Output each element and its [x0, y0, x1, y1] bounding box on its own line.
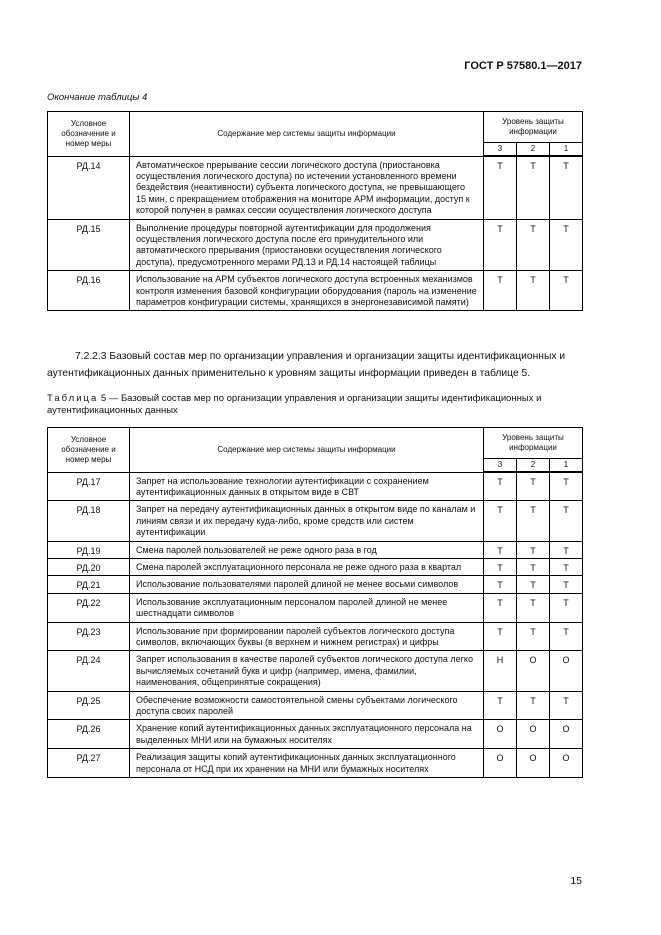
measure-code: РД.14: [48, 156, 130, 219]
level-3-value: Т: [483, 558, 516, 575]
level-3-value: Т: [483, 219, 516, 271]
table-row: [48, 156, 583, 219]
table5-title-text: 5 — Базовый состав мер по организации управления и организации защиты идентификационных и аутентификационных данных: [47, 393, 542, 416]
measure-text: Реализация защиты копий аутентификационных данных эксплуатационного персонала от НСД при их хранении на МНИ или бумажных носителях: [130, 749, 484, 778]
level-3-value: О: [483, 720, 516, 749]
level-2-value: Т: [516, 558, 549, 575]
level-3-value: Т: [483, 576, 516, 593]
table-5-body: [48, 472, 583, 778]
section-paragraph: 7.2.2.3 Базовый состав мер по организации управления и организации защиты идентификационных и аутентификационных данных применительно к уровням защиты информации приведен в таблице 5.: [47, 351, 566, 379]
measure-code: РД.19: [48, 541, 130, 558]
table5-title-label: Таблица: [47, 393, 99, 404]
level-2-value: О: [516, 749, 549, 778]
measure-text: Смена паролей эксплуатационного персонала не реже одного раза в квартал: [130, 558, 484, 575]
level-2-value: Т: [516, 472, 549, 501]
table-row: [48, 219, 583, 271]
level-2-value: Т: [516, 622, 549, 651]
col-header-level-1: 1: [549, 143, 582, 157]
measure-code: РД.15: [48, 219, 130, 271]
col-header-level-3: 3: [483, 459, 516, 473]
level-3-value: Т: [483, 156, 516, 219]
measure-text: Обеспечение возможности самостоятельной смены субъектами логического доступа своих паролей: [130, 691, 484, 720]
level-2-value: Т: [516, 541, 549, 558]
measure-code: РД.18: [48, 501, 130, 541]
col-header-level: Уровень защиты информации: [483, 112, 582, 143]
measure-text: Смена паролей пользователей не реже одного раза в год: [130, 541, 484, 558]
level-1-value: О: [549, 720, 582, 749]
level-1-value: О: [549, 749, 582, 778]
level-3-value: Т: [483, 593, 516, 622]
col-header-level-3: 3: [483, 143, 516, 157]
level-1-value: Т: [549, 501, 582, 541]
level-3-value: Н: [483, 651, 516, 691]
level-2-value: Т: [516, 501, 549, 541]
level-2-value: Т: [516, 593, 549, 622]
measure-text: Автоматическое прерывание сессии логического доступа (приостановка осуществления логического доступа) по истечении установленного времени бездействия (неактивности) субъекта логического доступа, не превышающего 15 мин, с прекращением отображения на мониторе АРМ информации, доступ к которой получен в рамках сессии осуществления логического доступа: [130, 156, 484, 219]
page-number: 15: [570, 875, 582, 887]
measure-text: Хранение копий аутентификационных данных эксплуатационного персонала на выделенных МНИ или на бумажных носителях: [130, 720, 484, 749]
table-row: [48, 501, 583, 541]
level-1-value: О: [549, 651, 582, 691]
measure-code: РД.17: [48, 472, 130, 501]
standard-id: ГОСТ Р 57580.1—2017: [464, 60, 582, 72]
table5-title: [47, 393, 583, 417]
level-3-value: Т: [483, 541, 516, 558]
col-header-content: Содержание мер системы защиты информации: [130, 428, 484, 473]
table-row: [48, 651, 583, 691]
level-2-value: О: [516, 720, 549, 749]
measure-text: Использование эксплуатационным персоналом паролей длиной не менее шестнадцати символов: [130, 593, 484, 622]
level-1-value: Т: [549, 472, 582, 501]
table-row: [48, 691, 583, 720]
measure-code: РД.16: [48, 271, 130, 311]
table-row: [48, 541, 583, 558]
col-header-level: Уровень защиты информации: [483, 428, 582, 459]
level-1-value: Т: [549, 622, 582, 651]
level-3-value: Т: [483, 622, 516, 651]
col-header-code: Условное обозначение и номер меры: [48, 428, 130, 473]
level-1-value: Т: [549, 271, 582, 311]
table-4-body: [48, 156, 583, 311]
measure-code: РД.21: [48, 576, 130, 593]
table-row: [48, 749, 583, 778]
table-row: [48, 622, 583, 651]
measure-text: Запрет использования в качестве паролей субъектов логического доступа легко вычисляемых сочетаний букв и цифр (например, имена, фамилии, наименования, общепринятые сокращения): [130, 651, 484, 691]
level-3-value: Т: [483, 501, 516, 541]
level-2-value: Т: [516, 156, 549, 219]
level-2-value: О: [516, 651, 549, 691]
table-row: [48, 558, 583, 575]
measure-code: РД.24: [48, 651, 130, 691]
table-4: [47, 111, 583, 311]
level-2-value: Т: [516, 691, 549, 720]
measure-text: Выполнение процедуры повторной аутентификации для продолжения осуществления логического доступа после его принудительного или автоматического прерывания (приостановки осуществления логического доступа), предусмотренного мерами РД.13 и РД.14 настоящей таблицы: [130, 219, 484, 271]
measure-code: РД.25: [48, 691, 130, 720]
table-5: [47, 427, 583, 778]
col-header-level-1: 1: [549, 459, 582, 473]
level-1-value: Т: [549, 219, 582, 271]
level-1-value: Т: [549, 593, 582, 622]
measure-code: РД.23: [48, 622, 130, 651]
table-row: [48, 472, 583, 501]
level-3-value: Т: [483, 472, 516, 501]
level-2-value: Т: [516, 576, 549, 593]
col-header-level-2: 2: [516, 143, 549, 157]
measure-text: Использование на АРМ субъектов логического доступа встроенных механизмов контроля изменения базовой конфигурации оборудования (пароль на изменение параметров конфигурации системы, хранящихся в энергонезависимой памяти): [130, 271, 484, 311]
level-3-value: Т: [483, 271, 516, 311]
measure-code: РД.22: [48, 593, 130, 622]
col-header-code: Условное обозначение и номер меры: [48, 112, 130, 157]
col-header-level-2: 2: [516, 459, 549, 473]
measure-text: Запрет на передачу аутентификационных данных в открытом виде по каналам и линиям связи и их передачу куда-либо, кроме средств или систем аутентификации: [130, 501, 484, 541]
measure-code: РД.27: [48, 749, 130, 778]
table-row: [48, 720, 583, 749]
level-3-value: Т: [483, 691, 516, 720]
level-1-value: Т: [549, 156, 582, 219]
col-header-content: Содержание мер системы защиты информации: [130, 112, 484, 157]
table-row: [48, 593, 583, 622]
table4-caption: Окончание таблицы 4: [47, 92, 148, 103]
level-2-value: Т: [516, 219, 549, 271]
measure-code: РД.20: [48, 558, 130, 575]
level-1-value: Т: [549, 576, 582, 593]
level-1-value: Т: [549, 541, 582, 558]
level-1-value: Т: [549, 558, 582, 575]
measure-text: Использование пользователями паролей длиной не менее восьми символов: [130, 576, 484, 593]
level-2-value: Т: [516, 271, 549, 311]
level-1-value: Т: [549, 691, 582, 720]
table-row: [48, 271, 583, 311]
measure-text: Запрет на использование технологии аутентификации с сохранением аутентификационных данных в открытом виде в СВТ: [130, 472, 484, 501]
table-row: [48, 576, 583, 593]
level-3-value: О: [483, 749, 516, 778]
measure-code: РД.26: [48, 720, 130, 749]
measure-text: Использование при формировании паролей субъектов логического доступа символов, включающих буквы (в верхнем и нижнем регистрах) и цифры: [130, 622, 484, 651]
